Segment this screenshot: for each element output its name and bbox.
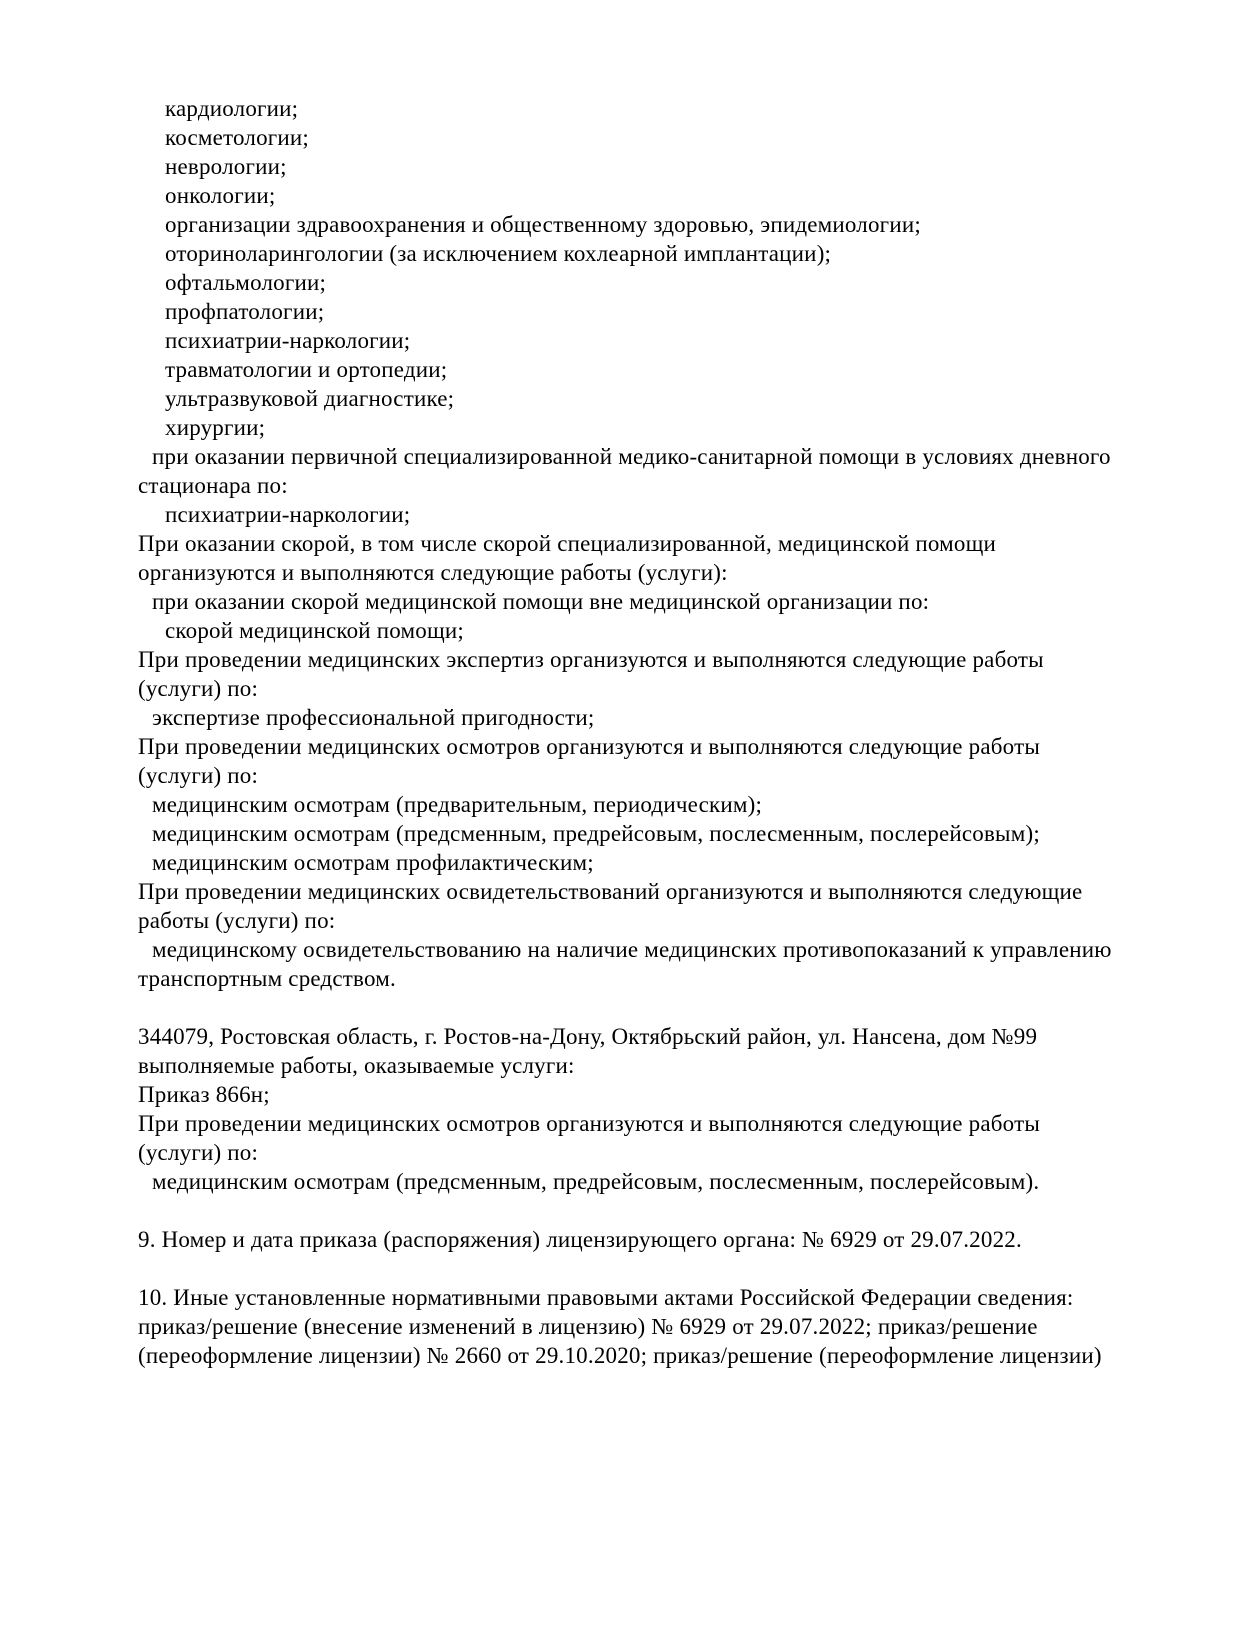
document-body bbox=[138, 94, 1133, 1370]
text-line: (услуги) по: bbox=[138, 1140, 259, 1165]
text-line: (услуги) по: bbox=[138, 676, 259, 701]
text-line: профпатологии; bbox=[165, 299, 325, 324]
text-line: психиатрии-наркологии; bbox=[165, 328, 411, 353]
text-line: при оказании первичной специализированной медико-санитарной помощи в условиях дневного bbox=[152, 444, 1111, 469]
text-line: (переоформление лицензии) № 2660 от 29.10.2020; приказ/решение (переоформление лицензии) bbox=[138, 1343, 1102, 1368]
text-line: медицинским осмотрам (предсменным, предрейсовым, послесменным, послерейсовым). bbox=[152, 1169, 1040, 1194]
text-line: кардиологии; bbox=[165, 96, 299, 121]
text-line: онкологии; bbox=[165, 183, 276, 208]
text-line: работы (услуги) по: bbox=[138, 908, 336, 933]
text-line: Приказ 866н; bbox=[138, 1082, 270, 1107]
text-line: стационара по: bbox=[138, 473, 288, 498]
blank-line bbox=[138, 1254, 1133, 1283]
text-line: медицинскому освидетельствованию на наличие медицинских противопоказаний к управлению bbox=[152, 937, 1112, 962]
text-line: косметологии; bbox=[165, 125, 310, 150]
text-line: офтальмологии; bbox=[165, 270, 327, 295]
text-line: организации здравоохранения и общественному здоровью, эпидемиологии; bbox=[165, 212, 921, 237]
blank-line bbox=[138, 1196, 1133, 1225]
text-line: При проведении медицинских освидетельствований организуются и выполняются следующие bbox=[138, 879, 1083, 904]
text-line: организуются и выполняются следующие работы (услуги): bbox=[138, 560, 728, 585]
text-line: скорой медицинской помощи; bbox=[165, 618, 464, 643]
text-line: неврологии; bbox=[165, 154, 287, 179]
text-line: медицинским осмотрам (предварительным, периодическим); bbox=[152, 792, 763, 817]
text-line: экспертизе профессиональной пригодности; bbox=[152, 705, 595, 730]
text-line: медицинским осмотрам (предсменным, предрейсовым, послесменным, послерейсовым); bbox=[152, 821, 1040, 846]
text-line: транспортным средством. bbox=[138, 966, 396, 991]
text-line: (услуги) по: bbox=[138, 763, 259, 788]
text-line: психиатрии-наркологии; bbox=[165, 502, 411, 527]
text-line: травматологии и ортопедии; bbox=[165, 357, 448, 382]
text-line: ультразвуковой диагностике; bbox=[165, 386, 455, 411]
text-line: 10. Иные установленные нормативными правовыми актами Российской Федерации сведения: bbox=[138, 1285, 1074, 1310]
text-line: При проведении медицинских экспертиз организуются и выполняются следующие работы bbox=[138, 647, 1044, 672]
text-line: оториноларингологии (за исключением кохлеарной имплантации); bbox=[165, 241, 832, 266]
text-line: 344079, Ростовская область, г. Ростов-на-Дону, Октябрьский район, ул. Нансена, дом №99 bbox=[138, 1024, 1038, 1049]
text-line: При проведении медицинских осмотров организуются и выполняются следующие работы bbox=[138, 1111, 1040, 1136]
text-line: медицинским осмотрам профилактическим; bbox=[152, 850, 594, 875]
text-line: приказ/решение (внесение изменений в лицензию) № 6929 от 29.07.2022; приказ/решение bbox=[138, 1314, 1038, 1339]
blank-line bbox=[138, 993, 1133, 1022]
text-line: выполняемые работы, оказываемые услуги: bbox=[138, 1053, 575, 1078]
text-line: при оказании скорой медицинской помощи вне медицинской организации по: bbox=[152, 589, 930, 614]
text-line: 9. Номер и дата приказа (распоряжения) лицензирующего органа: № 6929 от 29.07.2022. bbox=[138, 1227, 1022, 1252]
text-line: При оказании скорой, в том числе скорой специализированной, медицинской помощи bbox=[138, 531, 997, 556]
text-line: хирургии; bbox=[165, 415, 266, 440]
text-line: При проведении медицинских осмотров организуются и выполняются следующие работы bbox=[138, 734, 1040, 759]
